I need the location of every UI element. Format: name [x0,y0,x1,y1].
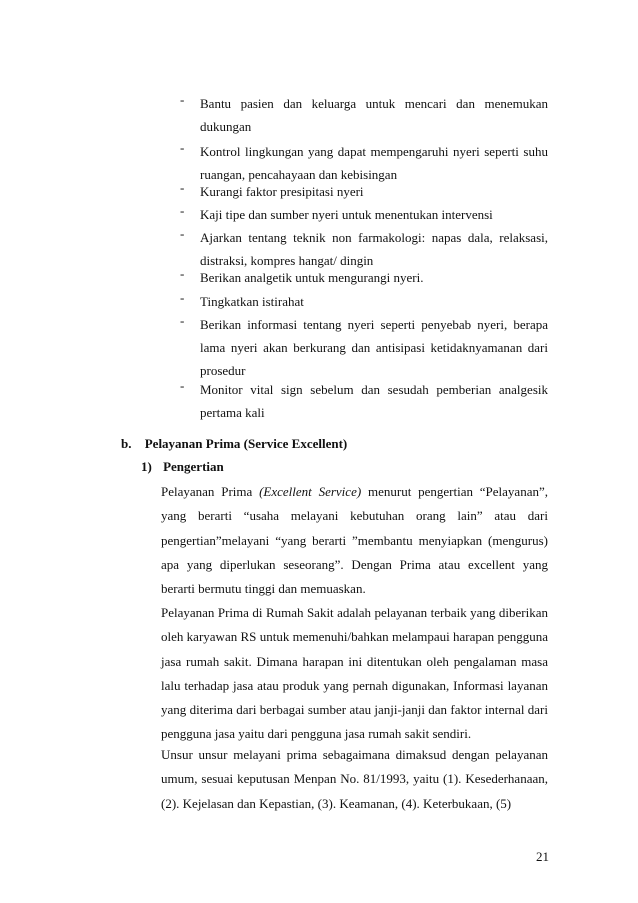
paragraph: Unsur unsur melayani prima sebagaimana dimaksud dengan pelayanan umum, sesuai keputusan Menpan No. 81/1993, yaitu (1). Kesederhanaan, (2). Kejelasan dan Kepastian, (3). Keamanan, (4). Keterbukaan, (5) [161,747,548,811]
subsection-label: 1) [141,459,152,474]
bullet-text: Kontrol lingkungan yang dapat mempengaruhi nyeri seperti suhu ruangan, pencahayaan dan kebisingan [200,144,548,182]
bullet-dash: - [180,203,185,218]
subsection-title: Pengertian [163,459,224,474]
section-title: Pelayanan Prima (Service Excellent) [144,436,348,451]
paragraph-italic-term: (Excellent Service) [259,484,362,499]
bullet-text: Berikan informasi tentang nyeri seperti penyebab nyeri, berapa lama nyeri akan berkurang dan antisipasi ketidaknyamanan dari prosedur [200,317,548,378]
paragraph: Pelayanan Prima di Rumah Sakit adalah pelayanan terbaik yang diberikan oleh karyawan RS untuk memenuhi/bahkan melampaui harapan pengguna jasa rumah sakit. Dimana harapan ini ditentukan oleh pengalaman masa lalu terhadap jasa atau produk yang pernah digunakan, Informasi layanan yang diterima dari berbagai sumber atau janji-janji dan faktor internal dari pengguna jasa yaitu dari pengguna jasa rumah sakit sendiri. [161,605,548,742]
subsection-heading [141,459,224,475]
bullet-text: Monitor vital sign sebelum dan sesudah pemberian analgesik pertama kali [200,382,548,420]
paragraph-text: Pelayanan Prima [161,484,260,499]
page-number: 21 [536,849,549,864]
bullet-text: Kurangi faktor presipitasi nyeri [200,184,364,199]
paragraph [161,480,548,601]
bullet-text: Bantu pasien dan keluarga untuk mencari dan menemukan dukungan [200,96,548,134]
bullet-dash: - [180,266,185,281]
bullet-dash: - [180,290,185,305]
bullet-dash: - [180,313,185,328]
paragraph-text: menurut pengertian “Pelayanan”, yang berarti “usaha melayani kebutuhan orang lain” atau dari pengertian”melayani “yang berarti ”membantu menyiapkan (mengurus) apa yang diperlukan seseorang”. Dengan Prima atau excellent yang berarti bermutu tinggi dan memuaskan. [161,484,548,597]
bullet-text: Berikan analgetik untuk mengurangi nyeri. [200,270,424,285]
bullet-dash: - [180,226,185,241]
section-label: b. [121,436,132,451]
bullet-dash: - [180,140,185,155]
bullet-text: Tingkatkan istirahat [200,294,304,309]
bullet-dash: - [180,180,185,195]
bullet-dash: - [180,92,185,107]
bullet-text: Ajarkan tentang teknik non farmakologi: napas dala, relaksasi, distraksi, kompres hangat/ dingin [200,230,548,268]
section-heading [121,436,347,452]
bullet-dash: - [180,378,185,393]
bullet-text: Kaji tipe dan sumber nyeri untuk menentukan intervensi [200,207,493,222]
